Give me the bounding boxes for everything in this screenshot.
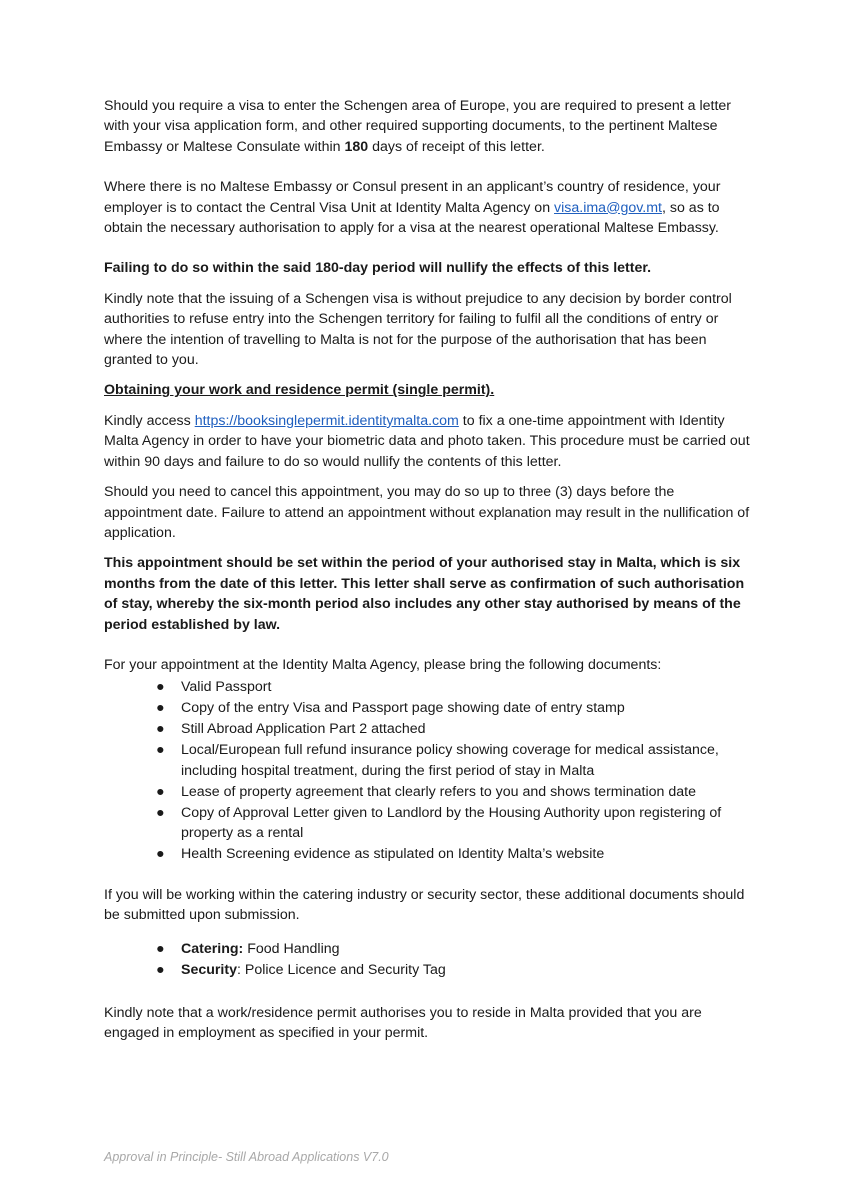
list-item — [104, 698, 752, 718]
list-item — [104, 939, 752, 959]
letter-body — [104, 96, 752, 1044]
visa-days-count: 180 — [344, 138, 369, 155]
visa-email-link[interactable]: visa.ima@gov.mt — [554, 199, 662, 216]
bullet-icon: ● — [156, 962, 165, 979]
closing-paragraph: Kindly note that a work/residence permit authorises you to reside in Malta provided that you are engaged in employment as specified in your permit. — [104, 1004, 702, 1042]
bullet-icon: ● — [156, 679, 165, 696]
permit-paragraph-1 — [104, 411, 752, 472]
visa-paragraph-1-text-a: Should you require a visa to enter the Schengen area of Europe, you are required to present a letter with your visa application form, and other required supporting documents, to the pertinent Maltese Embassy or Maltese Consulate within — [104, 98, 732, 155]
list-item-text: Still Abroad Application Part 2 attached — [181, 721, 426, 738]
visa-paragraph-3: Kindly note that the issuing of a Schengen visa is without prejudice to any decision by border control authorities to refuse entry into the Schengen territory for failing to fulfil all the conditions of entry or where the intention of travelling to Malta is not for the purpose of the authorisation that has been granted to you. — [104, 290, 732, 369]
documents-intro: For your appointment at the Identity Malta Agency, please bring the following documents: — [104, 656, 662, 673]
list-item-text: Local/European full refund insurance policy showing coverage for medical assistance, including hospital treatment, during the first period of stay in Malta — [181, 742, 719, 779]
permit-heading: Obtaining your work and residence permit (single permit). — [104, 382, 495, 399]
bullet-icon: ● — [156, 700, 165, 717]
visa-warning: Failing to do so within the said 180-day period will nullify the effects of this letter. — [104, 260, 652, 277]
visa-paragraph-2 — [104, 177, 752, 238]
security-label: Security — [181, 962, 237, 979]
visa-paragraph-1 — [104, 96, 752, 157]
list-item-text: Lease of property agreement that clearly refers to you and shows termination date — [181, 783, 696, 800]
list-item — [104, 740, 752, 781]
visa-paragraph-1-text-b: days of receipt of this letter. — [368, 138, 545, 155]
visa-paragraph-2-text-b: , so as to obtain the necessary authorisation to apply for a visa at the nearest operational Maltese Embassy. — [104, 199, 720, 237]
additional-documents-list — [104, 939, 752, 980]
bullet-icon: ● — [156, 721, 165, 738]
page-footer: Approval in Principle- Still Abroad Applications V7.0 — [104, 1150, 389, 1164]
list-item-text: Valid Passport — [181, 679, 272, 696]
list-item — [104, 844, 752, 864]
additional-intro: If you will be working within the catering industry or security sector, these additional documents should be submitted upon submission. — [104, 886, 745, 923]
visa-paragraph-2-text-a: Where there is no Maltese Embassy or Consul present in an applicant’s country of residence, your employer is to contact the Central Visa Unit at Identity Malta Agency on — [104, 179, 721, 216]
bullet-icon: ● — [156, 804, 165, 821]
catering-label: Catering: — [181, 941, 244, 958]
security-text: : Police Licence and Security Tag — [237, 962, 446, 979]
list-item-text: Copy of the entry Visa and Passport page showing date of entry stamp — [181, 700, 625, 717]
permit-paragraph-2: Should you need to cancel this appointment, you may do so up to three (3) days before the appointment date. Failure to attend an appointment without explanation may result in the nullification of application. — [104, 484, 750, 541]
bullet-icon: ● — [156, 846, 165, 863]
permit-bold-notice: This appointment should be set within the period of your authorised stay in Malta, which is six months from the date of this letter. This letter shall serve as confirmation of such authorisation of stay, whereby the six-month period also includes any other stay authorised by means of the period established by law. — [104, 555, 745, 633]
permit-paragraph-1-text-a: Kindly access — [104, 412, 195, 429]
list-item — [104, 782, 752, 802]
bullet-icon: ● — [156, 742, 165, 759]
list-item — [104, 677, 752, 697]
booking-link[interactable]: https://booksinglepermit.identitymalta.com — [194, 412, 459, 429]
documents-list — [104, 677, 752, 864]
list-item — [104, 803, 752, 844]
bullet-icon: ● — [156, 783, 165, 800]
list-item-text: Health Screening evidence as stipulated on Identity Malta’s website — [181, 846, 605, 863]
catering-text: Food Handling — [243, 941, 340, 958]
list-item — [104, 960, 752, 980]
list-item-text: Copy of Approval Letter given to Landlord by the Housing Authority upon registering of property as a rental — [181, 804, 722, 842]
bullet-icon: ● — [156, 941, 165, 958]
permit-paragraph-1-text-b: to fix a one-time appointment with Identity Malta Agency in order to have your biometric data and photo taken. This procedure must be carried out within 90 days and failure to do so would nullify the contents of this letter. — [104, 412, 750, 470]
list-item — [104, 719, 752, 739]
